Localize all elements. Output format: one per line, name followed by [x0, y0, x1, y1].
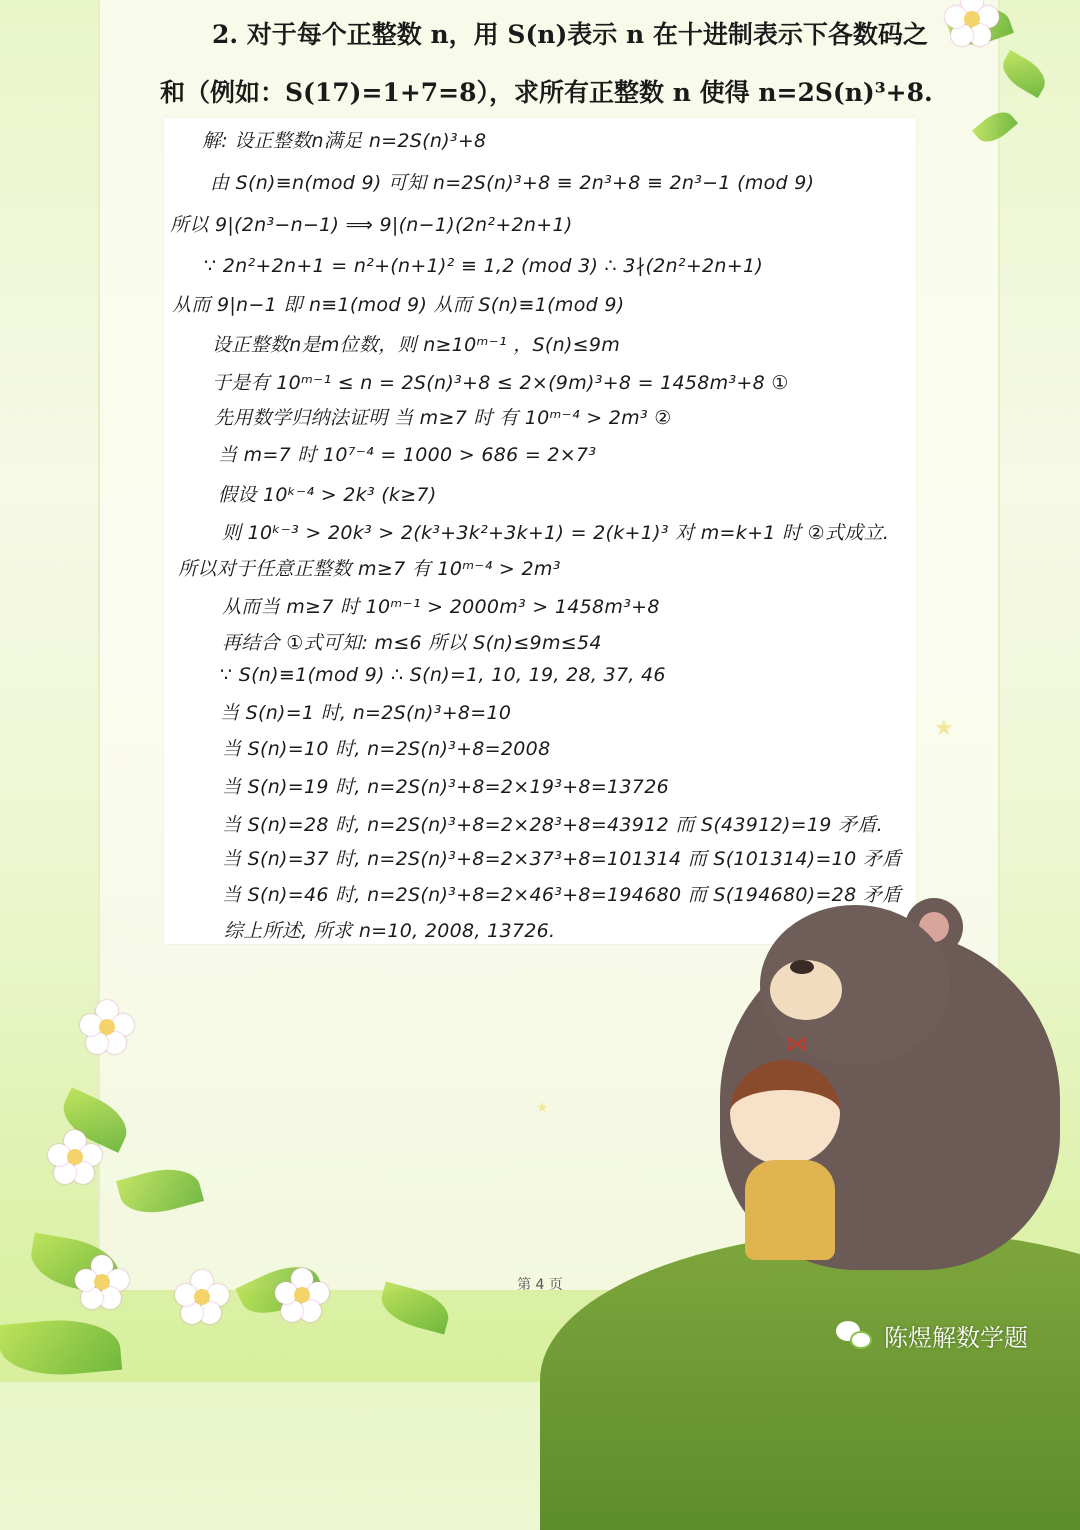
solution-line: 所以对于任意正整数 m≥7 有 10ᵐ⁻⁴ > 2m³	[178, 558, 561, 580]
solution-line: 于是有 10ᵐ⁻¹ ≤ n = 2S(n)³+8 ≤ 2×(9m)³+8 = 1458m³+8 ①	[212, 372, 789, 394]
solution-line: 当 S(n)=37 时, n=2S(n)³+8=2×37³+8=101314 而 S(101314)=10 矛盾	[222, 848, 902, 870]
solution-line: 综上所述, 所求 n=10, 2008, 13726.	[224, 920, 556, 942]
account-watermark	[836, 1318, 1028, 1353]
account-name: 陈煜解数学题	[884, 1324, 1028, 1352]
solution-line: 当 S(n)=28 时, n=2S(n)³+8=2×28³+8=43912 而 S(43912)=19 矛盾.	[222, 814, 883, 836]
girl-body	[745, 1160, 835, 1260]
wechat-icon	[836, 1321, 874, 1351]
leaf-icon	[0, 1315, 122, 1380]
flower-icon	[80, 1000, 134, 1054]
solution-line: 由 S(n)≡n(mod 9) 可知 n=2S(n)³+8 ≡ 2n³+8 ≡ 2n³−1 (mod 9)	[210, 172, 815, 194]
problem-line-2: 和（例如：S(17)=1+7=8），求所有正整数 n 使得 n=2S(n)³+8.	[160, 78, 933, 107]
flower-icon	[48, 1130, 102, 1184]
solution-line: 所以 9|(2n³−n−1) ⟹ 9|(n−1)(2n²+2n+1)	[170, 214, 573, 236]
solution-line: 从而当 m≥7 时 10ᵐ⁻¹ > 2000m³ > 1458m³+8	[222, 596, 660, 618]
solution-line: 当 S(n)=46 时, n=2S(n)³+8=2×46³+8=194680 而 S(194680)=28 矛盾	[222, 884, 902, 906]
solution-line: ∵ S(n)≡1(mod 9) ∴ S(n)=1, 10, 19, 28, 37, 46	[220, 664, 666, 686]
solution-line: 解: 设正整数n满足 n=2S(n)³+8	[202, 130, 487, 152]
solution-line: 当 S(n)=1 时, n=2S(n)³+8=10	[220, 702, 512, 724]
problem-statement	[160, 6, 940, 122]
star-icon: ★	[934, 716, 954, 741]
solution-line: ∵ 2n²+2n+1 = n²+(n+1)² ≡ 1,2 (mod 3) ∴ 3∤(2n²+2n+1)	[204, 255, 764, 277]
bow-icon: ⋈	[786, 1032, 808, 1057]
solution-line: 当 S(n)=10 时, n=2S(n)³+8=2008	[222, 738, 551, 760]
solution-line: 再结合 ①式可知: m≤6 所以 S(n)≤9m≤54	[222, 632, 602, 654]
page-number: 第 4 页	[517, 1277, 563, 1293]
flower-icon	[945, 0, 999, 46]
solution-line: 假设 10ᵏ⁻⁴ > 2k³ (k≥7)	[218, 484, 437, 506]
solution-line: 当 m=7 时 10⁷⁻⁴ = 1000 > 686 = 2×7³	[218, 444, 597, 466]
solution-line: 当 S(n)=19 时, n=2S(n)³+8=2×19³+8=13726	[222, 776, 669, 798]
solution-line: 则 10ᵏ⁻³ > 20k³ > 2(k³+3k²+3k+1) = 2(k+1)³ 对 m=k+1 时 ②式成立.	[222, 522, 890, 544]
bear-nose	[790, 960, 814, 974]
star-icon: ★	[536, 1100, 549, 1116]
solution-line: 设正整数n是m位数，则 n≥10ᵐ⁻¹ ，S(n)≤9m	[212, 334, 621, 356]
solution-line: 从而 9|n−1 即 n≡1(mod 9) 从而 S(n)≡1(mod 9)	[172, 294, 625, 316]
solution-sheet	[164, 118, 916, 944]
problem-line-1: 2. 对于每个正整数 n，用 S(n)表示 n 在十进制表示下各数码之	[212, 20, 928, 49]
girl-illustration	[730, 1060, 840, 1165]
leaf-icon	[996, 50, 1052, 98]
solution-line: 先用数学归纳法证明 当 m≥7 时 有 10ᵐ⁻⁴ > 2m³ ②	[214, 407, 672, 429]
